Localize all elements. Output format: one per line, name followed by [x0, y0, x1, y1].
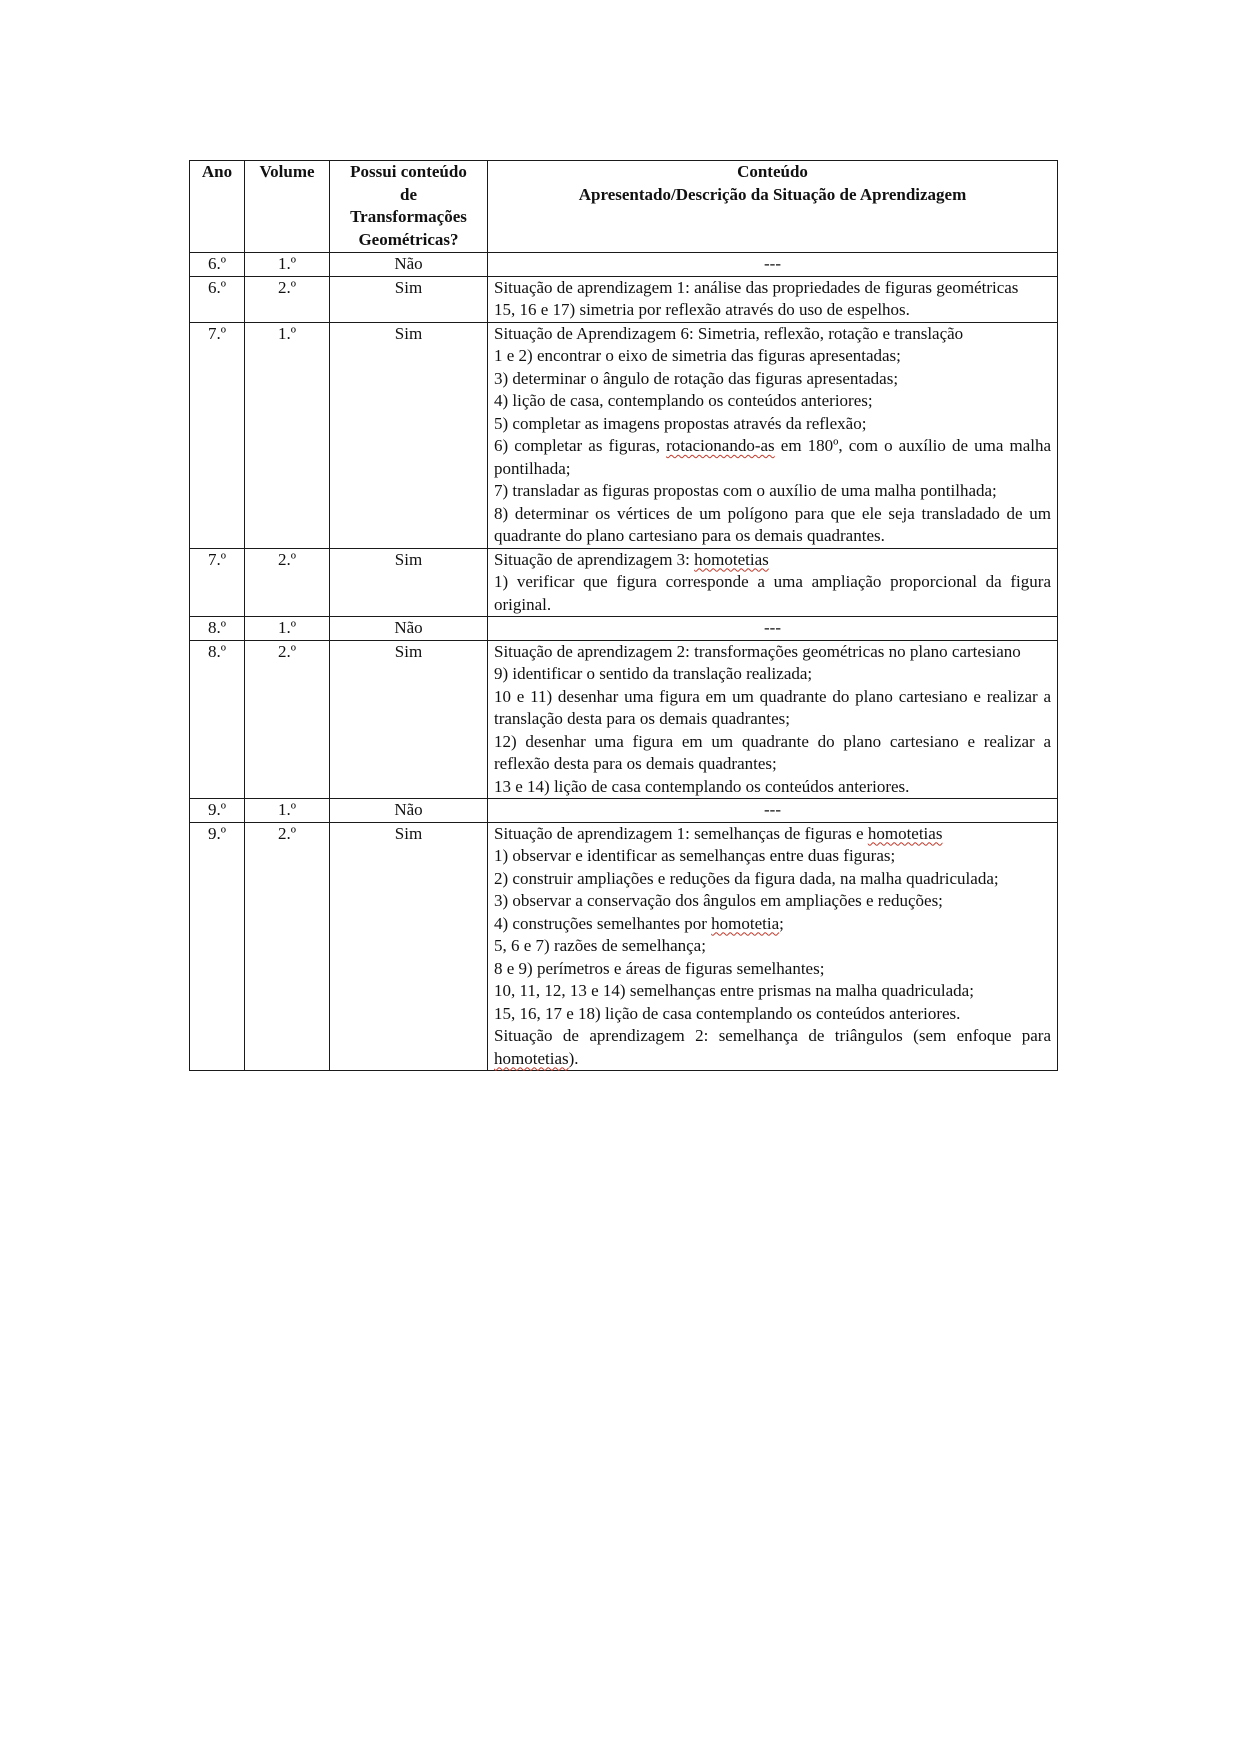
cell-volume: 1.º [245, 322, 330, 548]
content-line: Situação de aprendizagem 1: semelhanças de figuras e homotetias [494, 823, 943, 843]
content-line: 3) observar a conservação dos ângulos em ampliações e reduções; [494, 891, 943, 910]
header-possui-line: de [400, 184, 417, 204]
cell-volume: 2.º [245, 276, 330, 322]
content-line: 4) construções semelhantes por homotetia; [494, 913, 784, 933]
table-row [190, 322, 1058, 548]
cell-possui: Sim [330, 548, 488, 617]
content-line: --- [764, 254, 781, 273]
table-row [190, 640, 1058, 799]
cell-ano: 9.º [190, 799, 245, 823]
cell-content [488, 253, 1058, 277]
curriculum-table [189, 160, 1058, 1071]
cell-volume: 2.º [245, 822, 330, 1071]
table-body [190, 253, 1058, 1071]
cell-possui: Sim [330, 640, 488, 799]
header-conteudo-line: Conteúdo [737, 162, 808, 181]
cell-possui: Não [330, 799, 488, 823]
content-line: --- [764, 800, 781, 819]
header-ano: Ano [190, 161, 245, 253]
content-line: 2) construir ampliações e reduções da figura dada, na malha quadriculada; [494, 868, 999, 888]
header-possui-line: Geométricas? [358, 229, 459, 249]
content-line: Situação de aprendizagem 2: transformações geométricas no plano cartesiano [494, 641, 1021, 661]
cell-content [488, 822, 1058, 1071]
table-row [190, 253, 1058, 277]
content-line: 10, 11, 12, 13 e 14) semelhanças entre prismas na malha quadriculada; [494, 981, 974, 1000]
content-line: 1 e 2) encontrar o eixo de simetria das figuras apresentadas; [494, 346, 901, 365]
cell-volume: 1.º [245, 799, 330, 823]
spellcheck-word: homotetias [694, 549, 769, 569]
content-line: 12) desenhar uma figura em um quadrante do plano cartesiano e realizar a reflexão desta para os demais quadrantes; [494, 731, 1051, 773]
header-conteudo-line: Apresentado/Descrição da Situação de Aprendizagem [578, 184, 967, 204]
cell-possui: Sim [330, 822, 488, 1071]
table-row [190, 822, 1058, 1071]
cell-ano: 8.º [190, 640, 245, 799]
spellcheck-word: homotetia [711, 913, 780, 933]
header-volume: Volume [245, 161, 330, 253]
cell-content [488, 322, 1058, 548]
cell-ano: 7.º [190, 548, 245, 617]
table-row [190, 799, 1058, 823]
cell-volume: 1.º [245, 253, 330, 277]
content-line: Situação de aprendizagem 3: homotetias [494, 549, 769, 569]
cell-volume: 2.º [245, 640, 330, 799]
header-possui [330, 161, 488, 253]
cell-volume: 2.º [245, 548, 330, 617]
header-possui-line: Possui conteúdo [350, 162, 467, 181]
content-line: 3) determinar o ângulo de rotação das figuras apresentadas; [494, 368, 899, 388]
cell-ano: 6.º [190, 276, 245, 322]
content-line: 8) determinar os vértices de um polígono para que ele seja transladado de um quadrante do plano cartesiano para os demais quadrantes. [494, 503, 1051, 545]
cell-ano: 7.º [190, 322, 245, 548]
spellcheck-word: homotetias [494, 1048, 569, 1068]
content-line: 15, 16, 17 e 18) lição de casa contemplando os conteúdos anteriores. [494, 1003, 961, 1023]
content-line: 4) lição de casa, contemplando os conteúdos anteriores; [494, 391, 873, 410]
cell-ano: 6.º [190, 253, 245, 277]
cell-possui: Não [330, 617, 488, 641]
cell-possui: Não [330, 253, 488, 277]
table-row [190, 617, 1058, 641]
content-line: Situação de aprendizagem 2: semelhança de triângulos (sem enfoque para homotetias). [494, 1026, 1051, 1068]
content-line: 13 e 14) lição de casa contemplando os conteúdos anteriores. [494, 776, 910, 796]
table-row [190, 276, 1058, 322]
spellcheck-word: rotacionando-as [666, 436, 775, 455]
cell-content [488, 548, 1058, 617]
header-conteudo [488, 161, 1058, 253]
content-line: 5, 6 e 7) razões de semelhança; [494, 936, 706, 955]
table-row [190, 548, 1058, 617]
header-possui-line: Transformações [350, 207, 467, 226]
content-line: --- [764, 618, 781, 637]
spellcheck-word: homotetias [867, 823, 943, 843]
cell-content [488, 640, 1058, 799]
content-line: 1) observar e identificar as semelhanças entre duas figuras; [494, 846, 896, 865]
cell-content [488, 799, 1058, 823]
content-line: Situação de Aprendizagem 6: Simetria, reflexão, rotação e translação [494, 323, 964, 343]
cell-possui: Sim [330, 276, 488, 322]
header-row [190, 161, 1058, 253]
content-line: 5) completar as imagens propostas através da reflexão; [494, 413, 867, 433]
content-line: 9) identificar o sentido da translação realizada; [494, 664, 813, 683]
cell-content [488, 276, 1058, 322]
cell-content [488, 617, 1058, 641]
cell-possui: Sim [330, 322, 488, 548]
content-line: 15, 16 e 17) simetria por reflexão através do uso de espelhos. [494, 300, 910, 319]
content-line: 7) transladar as figuras propostas com o auxílio de uma malha pontilhada; [494, 481, 997, 500]
cell-volume: 1.º [245, 617, 330, 641]
content-line: 6) completar as figuras, rotacionando-as em 180º, com o auxílio de uma malha pontilhada; [494, 436, 1052, 478]
content-line: Situação de aprendizagem 1: análise das propriedades de figuras geométricas [494, 277, 1019, 297]
cell-ano: 9.º [190, 822, 245, 1071]
content-line: 10 e 11) desenhar uma figura em um quadrante do plano cartesiano e realizar a translação desta para os demais quadrantes; [494, 686, 1051, 728]
content-line: 1) verificar que figura corresponde a uma ampliação proporcional da figura original. [494, 572, 1051, 614]
content-line: 8 e 9) perímetros e áreas de figuras semelhantes; [494, 958, 825, 978]
cell-ano: 8.º [190, 617, 245, 641]
